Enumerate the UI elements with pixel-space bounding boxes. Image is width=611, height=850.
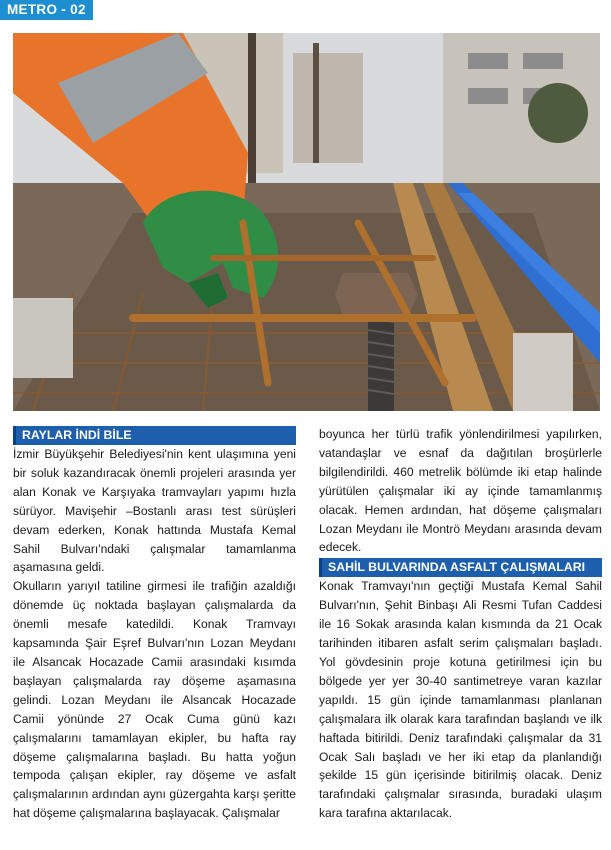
section-heading-sahil: SAHİL BULVARINDA ASFALT ÇALIŞMALARI <box>319 558 602 577</box>
construction-photo <box>13 33 600 411</box>
section-heading-raylar: RAYLAR İNDİ BİLE <box>13 426 296 445</box>
paragraph: İzmir Büyükşehir Belediyesi'nin kent ulaşımına yeni bir soluk kazandıracak önemli projeleri arasında yer alan Konak ve Karşıyaka tramvayları yapımı hızla sürüyor. Mavişehir –Bostanlı arası test sürüşleri devam ederken, Konak hattında Mustafa Kemal Sahil Bulvarı'ndaki çalışmalar tamamlanma aşamasına geldi. <box>13 447 296 575</box>
paragraph: boyunca her türlü trafik yönlendirilmesi yapılırken, vatandaşlar ve esnaf da dağıtılan broşürlerle bilgilendirildi. 460 metrelik bölümde iki etap halinde yürütülen çalışmalar iki ay içinde tamamlanmış olacak. Hemen ardından, hat döşeme çalışmaları Lozan Meydanı ile Montrö Meydanı arasında devam edecek. <box>319 427 602 555</box>
article-column-left <box>13 425 296 823</box>
article-column-right <box>319 425 602 823</box>
paragraph: Konak Tramvayı'nın geçtiği Mustafa Kemal Sahil Bulvarı'nın, Şehit Binbaşı Ali Resmi Tufan Caddesi ile 16 Sokak arasında kalan kısmında da 21 Ocak tarihinden itibaren asfalt serim çalışmaları başladı. Yol gövdesinin proje kotuna getirilmesi için bu bölgede yer yer 30-40 santimetreye varan kazılar yapıldı. 15 gün içinde tamamlanması planlanan çalışmalara ilk olarak kara tarafından başlandı ve ilk haftada bitirildi. Deniz tarafındaki çalışmalar da 31 Ocak Salı başladı ve her iki etap da planlandığı şekilde 15 gün içerisinde bitirilmiş olacak. Deniz tarafındaki çalışmalar sırasında, buradaki ulaşım kara tarafına aktarılacak. <box>319 579 602 821</box>
section-tag: METRO - 02 <box>0 0 93 20</box>
paragraph: Okulların yarıyıl tatiline girmesi ile trafiğin azaldığı dönemde üç noktada başlayan çalışmalarda da önemli mesafe katedildi. Konak Tramvayı kapsamında Şair Eşref Bulvarı'nın Lozan Meydanı ile Alsancak Hocazade Camii arasındaki kısımda başlayan çalışmalarda ray döşeme aşamasına gelindi. Lozan Meydanı ile Alsancak Hocazade Camii yönünde 27 Ocak Cuma günü kazı çalışmalarını tamamlayan ekipler, bu hafta ray döşeme çalışmalarına başladı. Bu hatta yoğun tempoda çalışan ekipler, ray döşeme ve asfalt çalışmalarının ardından aynı güzergahta karşı şeritte hat döşeme çalışmalarına başlayacak. Çalışmalar <box>13 579 296 821</box>
